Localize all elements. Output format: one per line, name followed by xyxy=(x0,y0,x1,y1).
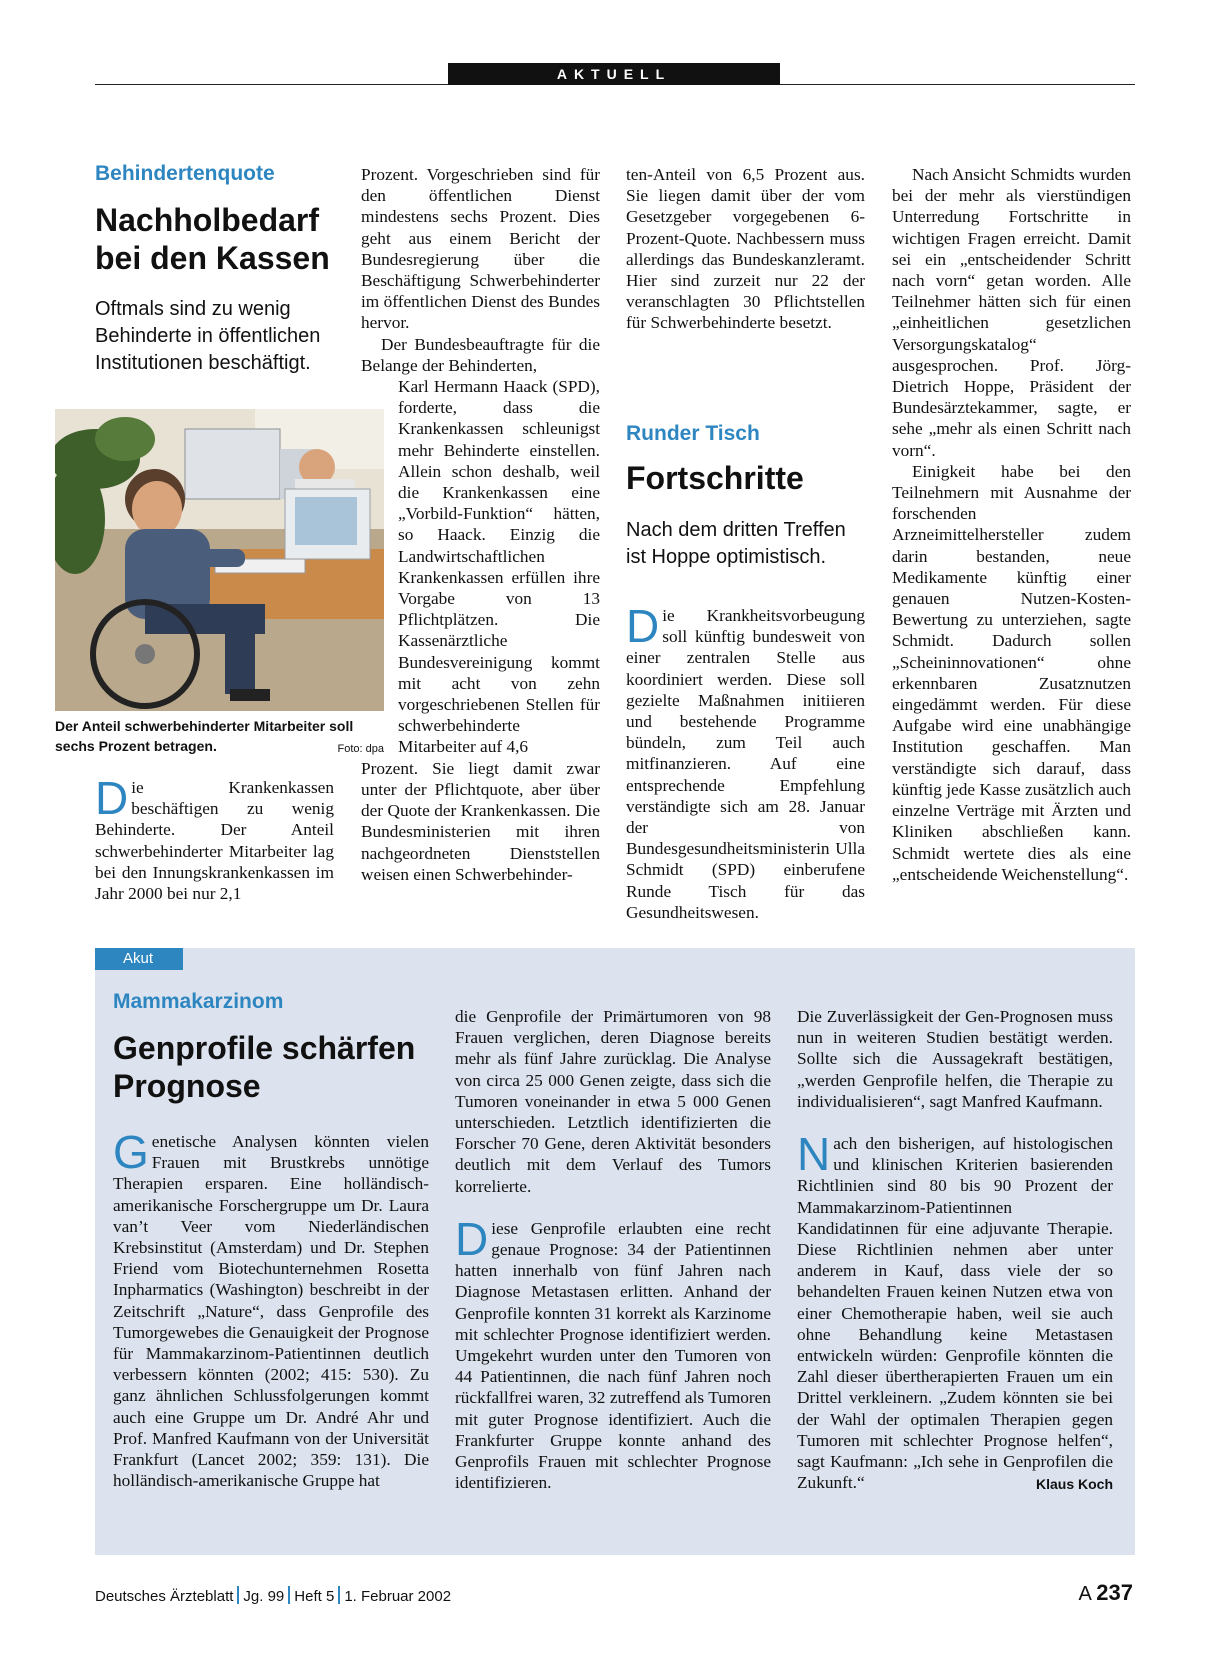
box-column-1: Genetische Analysen könnten vielen Frauen mit Brustkrebs unnötige Therapien ersparen. Eine holländisch-amerikanische Forschergruppe um Dr. Laura van’t Veer vom Niederländischen Krebsinstitut (Amsterdam) und Dr. Stephen Friend vom Biotechunternehmen Rosetta Inpharmatics (Washington) beschreibt in der Zeitschrift „Nature“, dass Genprofile des Tumorgewebes die Genauigkeit der Prognose für Mammakarzinom-Patientinnen deutlich verbessern könnten (2002; 415: 530). Zu ganz ähnlichen Schlussfolgerungen kommt auch eine Gruppe um Dr. André Ahr und Prof. Manfred Kaufmann von der Universität Frankfurt (Lancet 2002; 359: 131). Die holländisch-amerikanische Gruppe hat xyxy=(113,1126,429,1491)
box-column-2: die Genprofile der Primärtumoren von 98 Frauen verglichen, deren Diagnose bereits mehr als fünf Jahre zurücklag. Die Analyse von circa 25 000 Genen zeigte, dass sich die Tumoren voneinander in etwa 5 000 Genen unterschieden. Letztlich identifizierten die Forscher 70 Gene, deren Aktivität besonders deutlich mit dem Verlauf des Tumors korrelierte. Diese Genprofile erlaubten eine recht genaue Prognose: 34 der Patientinnen hatten innerhalb von fünf Jahren nach Diagnose Metastasen erlitten. Anhand der Genprofile konnten 31 korrekt als Karzinome mit schlechter Prognose identifiziert werden. Umgekehrt wurden unter den Tumoren von 44 Patientinnen, die nach fünf Jahren noch rückfallfrei waren, 32 zutreffend als Tumoren mit guter Prognose identifiziert. Auch die Frankfurter Gruppe konnte anhand des Genprofils Frauen mit schlechter Prognose identifizieren. xyxy=(455,1007,771,1493)
page-number: A 237 xyxy=(1078,1580,1133,1605)
drop-cap: D xyxy=(95,772,129,824)
article1-column-2: Prozent. Vorgeschrieben sind für den öffentlichen Dienst mindestens sechs Prozent. Dies geht aus einem Bericht der Bundesregierung über die Beschäftigung Schwerbehinderter im öffentlichen Dienst des Bundes hervor. Der Bundesbeauftragte für die Belange der Behinderten, Karl Hermann Haack (SPD), forderte, dass die Krankenkassen schleunigst mehr Behinderte einstellen. Allein schon deshalb, weil die Krankenkassen eine „Vorbild-Funktion“ hätten, so Haack. Einzig die Landwirtschaftlichen Krankenkassen erfüllen ihre Vorgabe von 13 Pflichtplätzen. Die Kassenärztliche Bundesvereinigung kommt mit acht von zehn vorgeschriebenen Stellen für schwerbehinderte Mitarbeiter auf 4,6 Prozent. Sie liegt damit zwar unter der Pflichtquote, aber über der Quote der Krankenkassen. Die Bundesministerien mit ihren nachgeordneten Dienststellen weisen einen Schwerbehinder- xyxy=(361,165,600,884)
photo-credit: Foto: dpa xyxy=(337,743,384,755)
article1-teaser: Oftmals sind zu wenig Behinderte in öffentlichen Institutionen beschäftigt. xyxy=(95,298,321,374)
box-kicker: Mammakarzinom xyxy=(113,990,284,1013)
akut-tab: Akut xyxy=(95,948,183,970)
section-label: AKTUELL xyxy=(448,63,780,85)
article1-kicker: Behindertenquote xyxy=(95,162,275,185)
drop-cap: D xyxy=(626,600,660,652)
box-title: Genprofile schärfen Prognose xyxy=(113,1030,416,1104)
article2-title: Fortschritte xyxy=(626,460,804,496)
drop-cap: D xyxy=(455,1212,489,1265)
photo-caption: Der Anteil schwerbehinderter Mitarbeiter soll sechs Prozent betragen. Foto: dpa xyxy=(55,716,384,759)
article2-kicker: Runder Tisch xyxy=(626,422,760,445)
drop-cap: G xyxy=(113,1126,149,1178)
article2-column-1: Die Krankheitsvorbeugung soll künftig bundesweit von einer zentralen Stelle aus koordiniert werden. Diese soll gezielte Maßnahmen initiieren und bestehende Programme bündeln, zum Teil auch mitfinanzieren. Auf eine entsprechende Empfehlung verständigte sich am 28. Januar der von Bundesgesundheitsministerin Ulla Schmidt (SPD) einberufene Runde Tisch für das Gesundheitswesen. xyxy=(626,600,865,922)
photo-wheelchair-office xyxy=(55,409,384,711)
drop-cap: N xyxy=(797,1128,831,1181)
footer-citation: Deutsches Ärzteblatt Jg. 99 Heft 5 1. Februar 2002 xyxy=(95,1588,452,1605)
box-column-3: Die Zuverlässigkeit der Gen-Prognosen muss nun in weiteren Studien bestätigt werden. Sollte sich die Aussagekraft bestätigen, „werden Genprofile helfen, die Therapie zu individualisieren“, sagt Manfred Kaufmann. Nach den bisherigen, auf histologischen und klinischen Kriterien basierenden Richtlinien sind 80 bis 90 Prozent der Mammakarzinom-Patientinnen Kandidatinnen für eine adjuvante Therapie. Diese Richtlinien nehmen aber unter anderem in Kauf, dass viele der so behandelten Frauen keinen Nutzen etwa von einer Chemotherapie haben, weil sie auch ohne Behandlung keine Metastasen entwickeln würden: Genprofile könnten die Zahl dieser übertherapierten Frauen um ein Drittel verkleinern. „Zudem könnten sie bei der Wahl der optimalen Therapien gegen Tumoren mit schlechter Prognose helfen“, sagt Kaufmann: „Ich sehe in Genprofilen die Zukunft.“ Klaus Koch xyxy=(797,1006,1113,1495)
article1-column-3: ten-Anteil von 6,5 Prozent aus. Sie liegen damit über der vom Gesetzgeber vorgegebenen 6-Prozent-Quote. Nachbessern muss allerdings das Bundeskanzleramt. Hier sind zurzeit nur 22 der veranschlagten 30 Pflichtstellen für Schwerbehinderte besetzt. xyxy=(626,165,865,333)
author-name: Klaus Koch xyxy=(1035,1476,1113,1493)
article2-column-2: Nach Ansicht Schmidts wurden bei der mehr als vierstündigen Unterredung Fortschritte in wichtigen Fragen erreicht. Damit sei ein „entscheidender Schritt nach vorn“ getan worden. Alle Teilnehmer hätten sich für einen „einheitlichen gesetzlichen Versorgungskatalog“ ausgesprochen. Prof. Jörg-Dietrich Hoppe, Präsident der Bundesärztekammer, sagte, er sehe „mehr als einen Schritt nach vorn“. Einigkeit habe bei den Teilnehmern mit Ausnahme der forschenden Arzneimittelhersteller zudem darin bestanden, neue Medikamente künftig einer genauen Nutzen-Kosten-Bewertung zu unterziehen, sagte Schmidt. Dadurch sollen „Scheininnovationen“ ohne erkennbaren Zusatznutzen eingedämmt werden. Für diese Aufgabe wird eine unabhängige Institution geschaffen. Man verständigte sich darauf, dass künftig jede Kasse zusätzlich auch einzelne Verträge mit Ärzten und Kliniken abschließen kann. Schmidt wertete dies als eine „entscheidende Weichenstellung“. xyxy=(892,165,1131,884)
article1-column-1: Die Krankenkassen beschäftigen zu wenig Behinderte. Der Anteil schwerbehinderter Mitarbeiter lag bei den Innungskrankenkassen im Jahr 2000 bei nur 2,1 xyxy=(95,772,334,904)
article2-teaser: Nach dem dritten Treffen ist Hoppe optimistisch. xyxy=(626,519,846,568)
article1-title: Nachholbedarf bei den Kassen xyxy=(95,202,330,276)
